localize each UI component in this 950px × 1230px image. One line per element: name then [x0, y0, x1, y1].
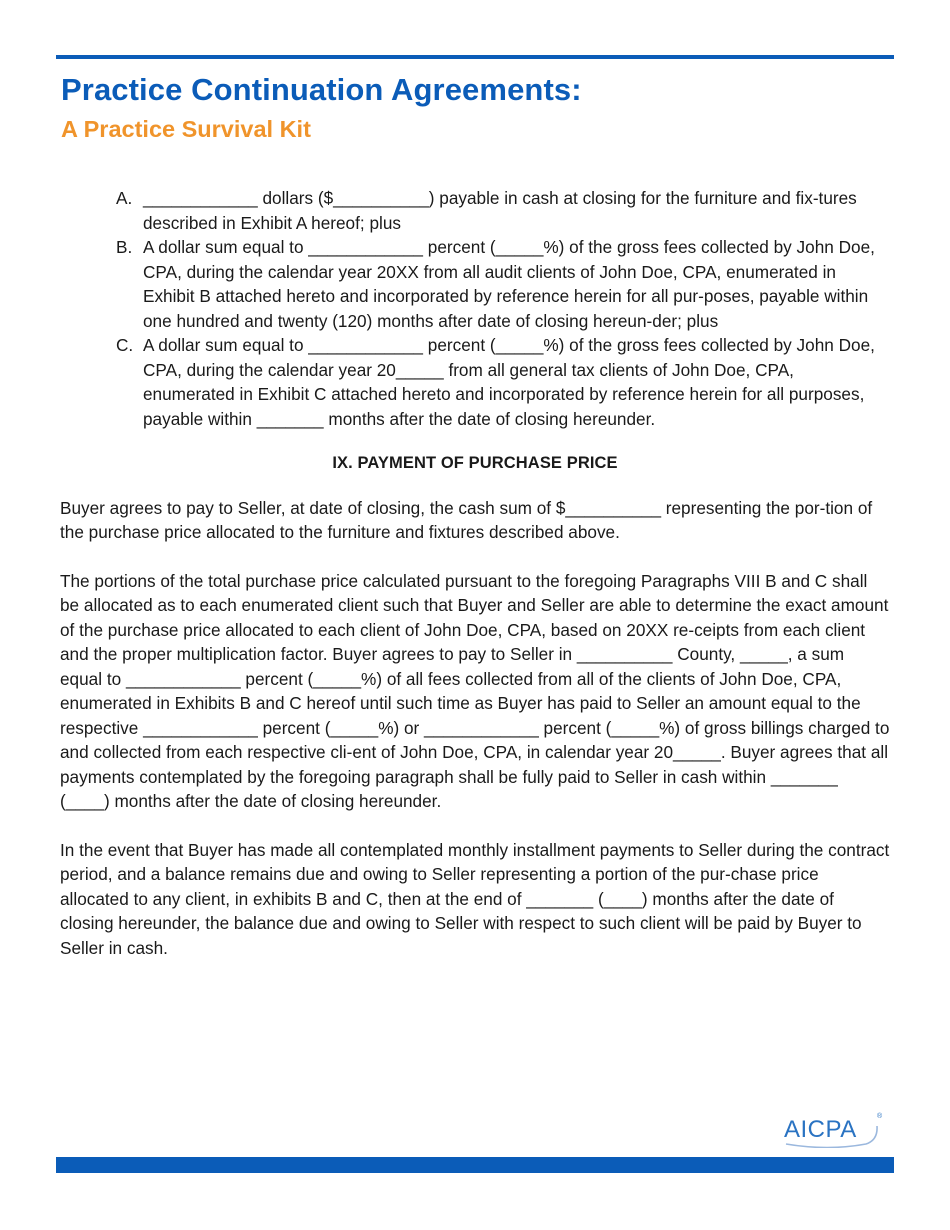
paragraph-allocation: The portions of the total purchase price calculated pursuant to the foregoing Paragraphs VIII B and C shall be allocated as to each enumerated client such that Buyer and Seller are able to determine the exact amount of the purchase price allocated to each client of John Doe, CPA, based on 20XX re-ceipts from each client and the proper multiplication factor. Buyer agrees to pay to Seller in __________ County, _____, a sum equal to ____________ percent (_____%) of all fees collected from all of the clients of John Doe, CPA, enumerated in Exhibits B and C hereof until such time as Buyer has paid to Seller an amount equal to the respective ____________ percent (_____%) or ____________ percent (_____%) of gross billings charged to and collected from each respective cli-ent of John Doe, CPA, in calendar year 20_____. Buyer agrees that all payments contemplated by the foregoing paragraph shall be fully paid to Seller in cash within _______ (____) months after the date of closing hereunder. — [60, 570, 890, 811]
page-subtitle: A Practice Survival Kit — [61, 116, 311, 142]
payment-terms-list — [60, 186, 890, 431]
list-item-text: A dollar sum equal to ____________ percent (_____%) of the gross fees collected by John Doe, CPA, during the calendar year 20XX from all audit clients of John Doe, CPA, enumerated in Exhibit B attached hereto and incorporated by reference herein for all pur-poses, payable within one hundred and twenty (120) months after date of closing hereun-der; plus — [143, 237, 875, 331]
list-item-text: A dollar sum equal to ____________ percent (_____%) of the gross fees collected by John Doe, CPA, during the calendar year 20_____ from all general tax clients of John Doe, CPA, enumerated in Exhibit C attached hereto and incorporated by reference herein for all purposes, payable within _______ months after the date of closing hereunder. — [143, 335, 875, 429]
list-item-letter: B. — [116, 237, 133, 257]
top-rule — [56, 55, 894, 59]
paragraph-cash-sum: Buyer agrees to pay to Seller, at date of closing, the cash sum of $__________ representing the por-tion of the purchase price allocated to the furniture and fixtures described above. — [60, 497, 873, 542]
list-item-text: ____________ dollars ($__________) payable in cash at closing for the furniture and fix-tures described in Exhibit A hereof; plus — [143, 188, 857, 233]
list-item-letter: C. — [116, 335, 134, 355]
logo-text: AICPA — [784, 1116, 857, 1143]
section-heading: IX. PAYMENT OF PURCHASE PRICE — [332, 454, 618, 472]
aicpa-logo — [778, 1108, 888, 1148]
list-item — [60, 333, 890, 431]
logo-registered-mark: ® — [877, 1113, 883, 1120]
list-item — [60, 235, 890, 333]
document-body — [60, 186, 890, 984]
list-item-letter: A. — [116, 188, 133, 208]
page-title: Practice Continuation Agreements: — [61, 72, 582, 107]
page-header — [61, 70, 891, 146]
paragraph-balance-due: In the event that Buyer has made all contemplated monthly installment payments to Seller during the contract period, and a balance remains due and owing to Seller representing a portion of the pur-chase price allocated to any client, in exhibits B and C, then at the end of _______ (____) months after the date of closing hereunder, the balance due and owing to Seller with respect to such client will be paid by Buyer to Seller in cash. — [60, 839, 890, 958]
footer-bar — [56, 1157, 894, 1173]
list-item — [60, 186, 890, 235]
